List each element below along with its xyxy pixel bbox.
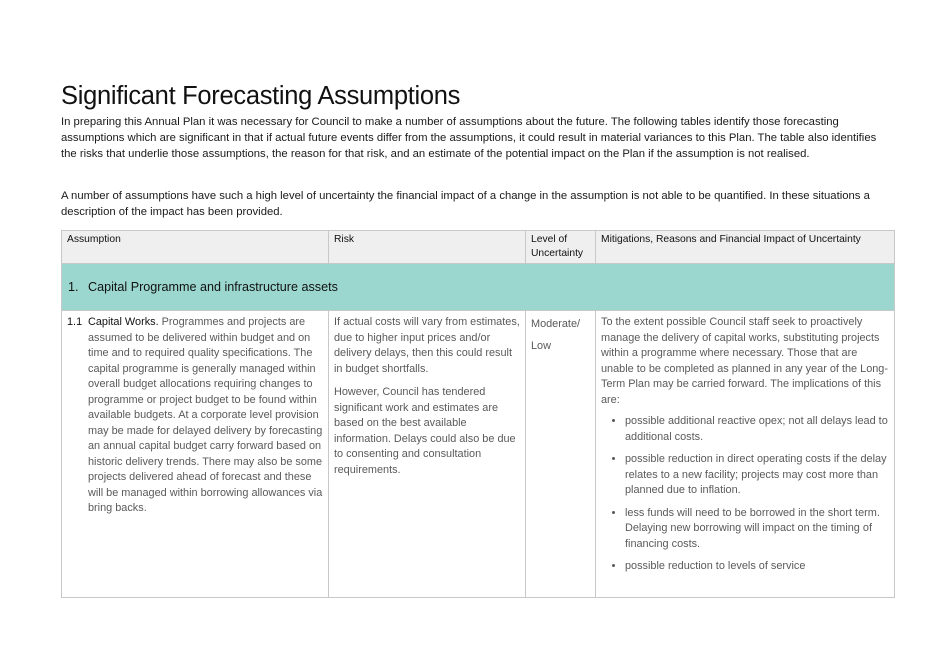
list-item: • less funds will need to be borrowed in the short term. Delaying new borrowing will impact on the timing of financing costs. (625, 506, 889, 553)
level-line-1: Moderate/ (531, 318, 581, 330)
list-item: • possible reduction to levels of service (625, 559, 889, 575)
risk-paragraph-1: If actual costs will vary from estimates, due to higher input prices and/or delivery delays, then this could result in budget shortfalls. (334, 316, 520, 375)
mitigation-cell (596, 311, 895, 598)
row-number: 1.1 (67, 316, 83, 328)
impacts-list (601, 414, 889, 575)
list-item: • possible additional reactive opex; not all delays lead to additional costs. (625, 414, 889, 445)
intro-paragraph-1: In preparing this Annual Plan it was necessary for Council to make a number of assumptions about the future. The following tables identify those forecasting assumptions which are significant in that if actual future events differ from the assumptions, it could result in material variances to this Plan. The table also identifies the risks that underlie those assumptions, the reason for that risk, and an estimate of the potential impact on the Plan if the assumption is not realised. (61, 116, 877, 160)
mitigation-intro: To the extent possible Council staff seek to proactively manage the delivery of capital works, substituting projects within a programme where necessary. Those that are unable to be completed as planned in any year of the Long-Term Plan may be carried forward. The implications of this are: (601, 316, 888, 406)
risk-paragraph-2: However, Council has tendered significant work and estimates are based on the best available information. Delays could also be due to consenting and consultation requirements. (334, 386, 516, 476)
assumption-text: Programmes and projects are assumed to be delivered within budget and on time and to required quality specifications. The capital programme is generally managed within overall budget allocations requiring changes to programme or project budget to be found within available budgets. At a corporate level provision may be made for delayed delivery by forecasting an annual capital budget carry forward based on historic delivery trends. There may also be some projects delivered ahead of forecast and these will be managed within borrowing allowances via bring backs. (88, 316, 323, 514)
level-cell (526, 311, 596, 598)
table-row (62, 311, 895, 598)
intro-paragraph-2: A number of assumptions have such a high level of uncertainty the financial impact of a change in the assumption is not able to be quantified. In these situations a description of the impact has been provided. (61, 190, 870, 218)
section-number: 1. (68, 280, 79, 294)
assumptions-table (61, 230, 895, 598)
assumption-cell (62, 311, 329, 598)
section-label: Capital Programme and infrastructure assets (88, 280, 338, 294)
level-line-2: Low (531, 339, 551, 352)
section-row (62, 264, 895, 311)
assumption-lead: Capital Works. (88, 316, 159, 328)
risk-cell (329, 311, 526, 598)
header-assumption: Assumption (62, 231, 329, 264)
header-risk: Risk (329, 231, 526, 264)
table-header-row (62, 231, 895, 264)
header-level-of-uncertainty: Level of Uncertainty (526, 231, 596, 264)
page-title: Significant Forecasting Assumptions (61, 82, 461, 110)
header-mitigations: Mitigations, Reasons and Financial Impact of Uncertainty (596, 231, 895, 264)
list-item: • possible reduction in direct operating costs if the delay relates to a new facility; projects may cost more than planned due to inflation. (625, 452, 889, 499)
